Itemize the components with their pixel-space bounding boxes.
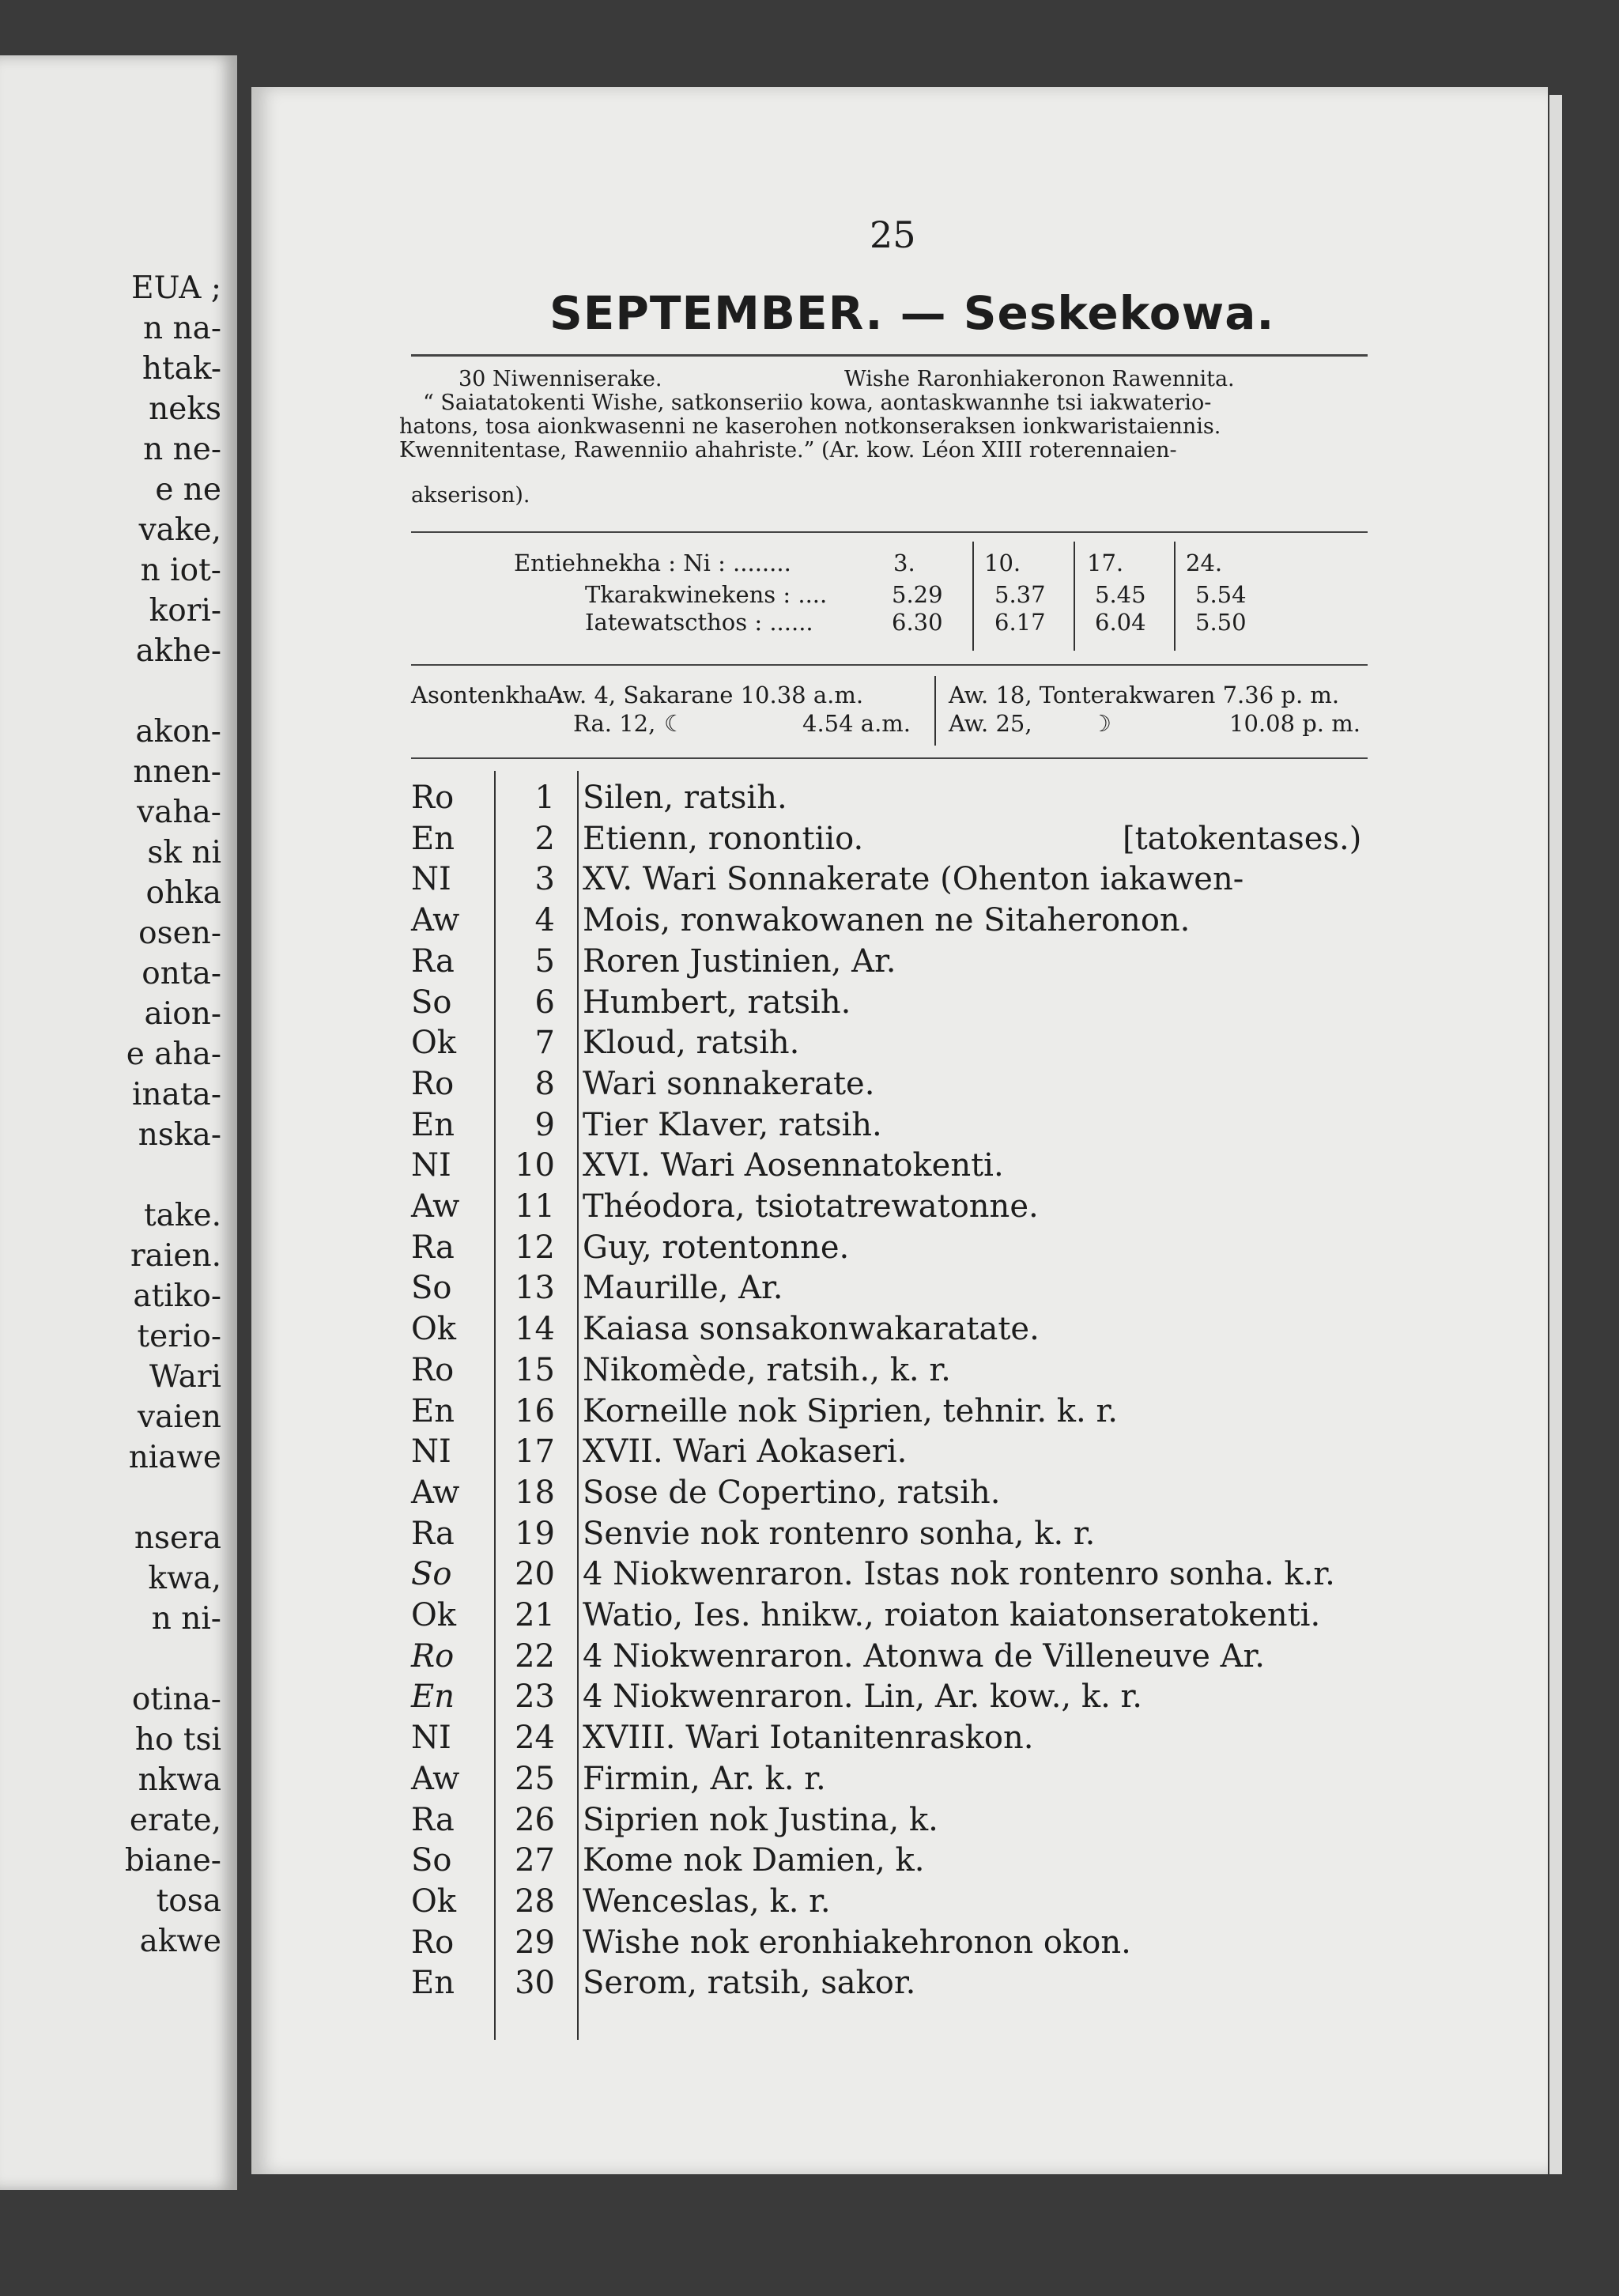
feast-entry: 4 Niokwenraron. Lin, Ar. kow., k. r. [583,1679,1142,1716]
weekday-abbr: So [411,1842,452,1879]
weekday-abbr: Ra [411,942,455,980]
weekday-abbr: Ra [411,1801,455,1838]
prayer-line: “ Saiatatokenti Wishe, satkonseriio kowa, aontaskwannhe tsi iakwaterio- [423,391,1212,415]
left-page-line: akwe [139,1924,221,1959]
calendar-day-row [0,1023,1619,1064]
day-number: 9 [534,1106,555,1143]
left-page-line: erate, [129,1803,221,1838]
sun-set: 6.17 [994,609,1046,636]
calendar-day-row [0,1187,1619,1228]
left-page-line: nsera [134,1520,221,1556]
prayer-line: hatons, tosa aionkwasenni ne kaserohen notkonseraksen ionkwaristaiennis. [399,414,1221,439]
weekday-abbr: Aw [411,1760,460,1797]
prayer-line: akserison). [411,483,530,508]
left-page-line: atiko- [133,1278,221,1314]
top-rule [411,354,1368,357]
calendar-day-row [0,1882,1619,1923]
left-page-line: aion- [144,996,221,1032]
days-list [0,778,1619,2011]
calendar-day-row [0,1064,1619,1105]
feast-entry: Kloud, ratsih. [583,1025,800,1062]
left-page-line: n na- [142,311,221,346]
calendar-day-row [0,1718,1619,1759]
feast-entry: Maurille, Ar. [583,1270,783,1307]
left-page-line: raien. [130,1238,221,1274]
page-number: 25 [870,213,916,256]
day-number: 21 [515,1597,555,1633]
calendar-day-row [0,1432,1619,1473]
day-number: 11 [515,1188,555,1225]
moon-phase-icon: ☾ [664,710,685,737]
day-number: 19 [515,1515,555,1552]
moon-row2-left-b: 4.54 a.m. [802,710,911,737]
day-number: 23 [515,1679,555,1716]
calendar-day-row [0,942,1619,983]
left-page-line: ohka [145,875,221,911]
left-page-line: vaha- [137,795,221,830]
sun-rise: 5.37 [994,581,1046,608]
day-number: 3 [534,861,555,898]
left-page-line: nska- [138,1117,221,1153]
calendar-day-row [0,1759,1619,1800]
calendar-day-row [0,1963,1619,2004]
intro-count: 30 Niwenniserake. [459,367,662,391]
left-page-line: osen- [138,916,221,951]
sun-rise: 5.54 [1195,581,1247,608]
day-number: 6 [534,984,555,1021]
day-number: 13 [515,1270,555,1307]
calendar-day-row [0,1146,1619,1187]
sun-label-set: Iatewatscthos : ...... [585,609,813,636]
left-page-line: kori- [149,593,221,629]
weekday-abbr: Ok [411,1025,457,1062]
calendar-day-row [0,1105,1619,1146]
left-page-line: tosa [156,1883,221,1919]
weekday-abbr: En [411,1106,455,1143]
weekday-abbr: Aw [411,1474,460,1511]
left-page-line: ho tsi [134,1722,221,1758]
weekday-abbr: En [411,1965,455,2002]
day-number: 12 [515,1229,555,1266]
left-page-line: e aha- [126,1037,221,1072]
left-page-line: vake, [138,512,221,548]
calendar-day-row [0,1228,1619,1269]
feast-entry: Siprien nok Justina, k. [583,1801,938,1838]
feast-entry: Guy, rotentonne. [583,1229,850,1266]
moon-divider [934,676,936,746]
calendar-day-row [0,1637,1619,1678]
day-number: 16 [515,1392,555,1429]
prayer-line: Kwennitentase, Rawenniio ahahriste.” (Ar. kow. Léon XIII roterennaien- [399,438,1177,463]
day-number: 22 [515,1637,555,1675]
left-page-line: EUA ; [131,270,221,306]
feast-entry: 4 Niokwenraron. Atonwa de Villeneuve Ar. [583,1637,1265,1675]
weekday-abbr: So [411,1270,452,1307]
moon-rule [411,757,1368,759]
left-page-line: vaien [138,1399,221,1435]
day-number: 30 [515,1965,555,2002]
weekday-abbr: NI [411,1147,451,1184]
day-number: 15 [515,1351,555,1388]
weekday-abbr: Ro [411,1637,455,1675]
day-number: 17 [515,1433,555,1471]
weekday-abbr: Ok [411,1597,457,1633]
sun-day: 17. [1087,549,1124,576]
sun-day: 3. [893,549,915,576]
sun-label-rise: Tkarakwinekens : .... [585,581,828,608]
moon-row1-right: Aw. 18, Tonterakwaren 7.36 p. m. [949,682,1340,708]
day-number: 25 [515,1760,555,1797]
feast-entry: XV. Wari Sonnakerate (Ohenton iakawen- [583,861,1244,898]
left-page-line: htak- [142,351,221,387]
day-number: 14 [515,1311,555,1348]
calendar-day-row [0,1595,1619,1637]
weekday-abbr: NI [411,1720,451,1757]
day-number: 10 [515,1147,555,1184]
sun-day: 24. [1186,549,1223,576]
left-page-line: onta- [142,956,221,991]
intro-dedication: Wishe Raronhiakeronon Rawennita. [844,367,1235,391]
left-page-line: niawe [128,1440,221,1475]
weekday-abbr: Ok [411,1882,457,1920]
sun-rule [411,664,1368,666]
day-number: 7 [534,1025,555,1062]
sun-col-divider [1074,542,1075,651]
day-number: 27 [515,1842,555,1879]
day-number: 28 [515,1882,555,1920]
feast-entry: Humbert, ratsih. [583,984,851,1021]
calendar-day-row [0,1800,1619,1841]
moon-phase-icon: ☽ [1091,710,1111,737]
feast-entry: XVI. Wari Aosennatokenti. [583,1147,1004,1184]
calendar-day-row [0,1268,1619,1309]
feast-entry: Wishe nok eronhiakehronon okon. [583,1924,1131,1961]
calendar-day-row [0,1392,1619,1433]
left-page-line: n ni- [151,1601,221,1637]
feast-entry: Théodora, tsiotatrewatonne. [583,1188,1039,1225]
weekday-abbr: So [411,1556,452,1593]
weekday-abbr: En [411,820,455,857]
left-page-line: nnen- [133,754,221,790]
feast-entry: XVIII. Wari Iotanitenraskon. [583,1720,1034,1757]
day-number: 4 [534,902,555,939]
day-number: 29 [515,1924,555,1961]
feast-entry: Watio, Ies. hnikw., roiaton kaiatonseratokenti. [583,1597,1321,1633]
feast-entry: Senvie nok rontenro sonha, k. r. [583,1515,1096,1552]
feast-entry: Tier Klaver, ratsih. [583,1106,882,1143]
feast-entry: Wari sonnakerate. [583,1065,875,1102]
day-number: 20 [515,1556,555,1593]
weekday-abbr: Ro [411,1351,455,1388]
feast-entry: Mois, ronwakowanen ne Sitaheronon. [583,902,1191,939]
intro-rule [411,531,1368,533]
left-page-line: akhe- [135,633,221,669]
sun-set: 6.30 [892,609,943,636]
calendar-day-row [0,1473,1619,1514]
calendar-day-row [0,1554,1619,1595]
left-page-line: terio- [137,1319,221,1354]
weekday-abbr: Ok [411,1311,457,1348]
left-page-line: akon- [135,714,221,750]
calendar-day-row [0,1923,1619,1964]
left-page-line: sk ni [147,835,221,870]
weekday-abbr: Ro [411,1924,455,1961]
sun-day: 10. [984,549,1021,576]
calendar-day-row [0,1350,1619,1392]
weekday-abbr: NI [411,861,451,898]
feast-entry: Wenceslas, k. r. [583,1882,831,1920]
weekday-abbr: NI [411,1433,451,1471]
weekday-abbr: Ro [411,1065,455,1102]
day-number: 24 [515,1720,555,1757]
feast-entry: Etienn, ronontiio. [583,820,864,857]
day-number: 2 [534,820,555,857]
calendar-day-row [0,819,1619,860]
sun-set: 5.50 [1195,609,1247,636]
page-title: SEPTEMBER. — Seskekowa. [549,286,1275,340]
left-page-line: nkwa [138,1762,221,1798]
day-number: 18 [515,1474,555,1511]
feast-continuation: [tatokentases.) [1123,820,1362,857]
moon-label: Asontenkha : [411,682,563,708]
weekday-abbr: Ra [411,1515,455,1552]
day-number: 8 [534,1065,555,1102]
left-page-line: inata- [132,1077,221,1112]
moon-row1-left: Aw. 4, Sakarane 10.38 a.m. [547,682,864,708]
weekday-abbr: So [411,984,452,1021]
feast-entry: Firmin, Ar. k. r. [583,1760,826,1797]
sun-set: 6.04 [1095,609,1146,636]
calendar-day-row [0,901,1619,942]
left-page-line: otina- [131,1682,221,1717]
calendar-day-row [0,1309,1619,1350]
weekday-abbr: Ro [411,780,455,816]
calendar-day-row [0,1677,1619,1718]
moon-row2-right-a: Aw. 25, [949,710,1032,737]
weekday-abbr: Aw [411,1188,460,1225]
calendar-day-row [0,859,1619,901]
weekday-abbr: Ra [411,1229,455,1266]
feast-entry: Korneille nok Siprien, tehnir. k. r. [583,1392,1118,1429]
day-number: 1 [534,780,555,816]
calendar-day-row [0,1841,1619,1882]
feast-entry: 4 Niokwenraron. Istas nok rontenro sonha. k.r. [583,1556,1335,1593]
calendar-day-row [0,983,1619,1024]
sun-col-divider [972,542,974,651]
feast-entry: XVII. Wari Aokaseri. [583,1433,908,1471]
left-page-line: n ne- [143,432,221,467]
day-number: 5 [534,942,555,980]
weekday-abbr: En [411,1679,455,1716]
left-page-line: kwa, [148,1561,221,1596]
sun-col-divider [1174,542,1176,651]
left-page-line: neks [149,391,221,427]
feast-entry: Kaiasa sonsakonwakaratate. [583,1311,1040,1348]
feast-entry: Kome nok Damien, k. [583,1842,925,1879]
moon-row2-left-a: Ra. 12, [573,710,656,737]
sun-rise: 5.29 [892,581,943,608]
calendar-day-row [0,1514,1619,1555]
sun-rise: 5.45 [1095,581,1146,608]
weekday-abbr: Aw [411,902,460,939]
day-number: 26 [515,1801,555,1838]
left-page-line: e ne [155,472,221,508]
weekday-abbr: En [411,1392,455,1429]
left-page-line: take. [143,1198,221,1233]
left-page-line: n iot- [140,553,221,588]
feast-entry: Sose de Copertino, ratsih. [583,1474,1001,1511]
moon-row2-right-b: 10.08 p. m. [1229,710,1360,737]
left-page-line: biane- [124,1843,221,1879]
sun-label-ni: Entiehnekha : Ni : ........ [514,549,791,576]
left-page-line: Wari [149,1359,221,1395]
feast-entry: Silen, ratsih. [583,780,787,816]
feast-entry: Serom, ratsih, sakor. [583,1965,916,2002]
feast-entry: Nikomède, ratsih., k. r. [583,1351,951,1388]
feast-entry: Roren Justinien, Ar. [583,942,896,980]
calendar-day-row [0,778,1619,819]
